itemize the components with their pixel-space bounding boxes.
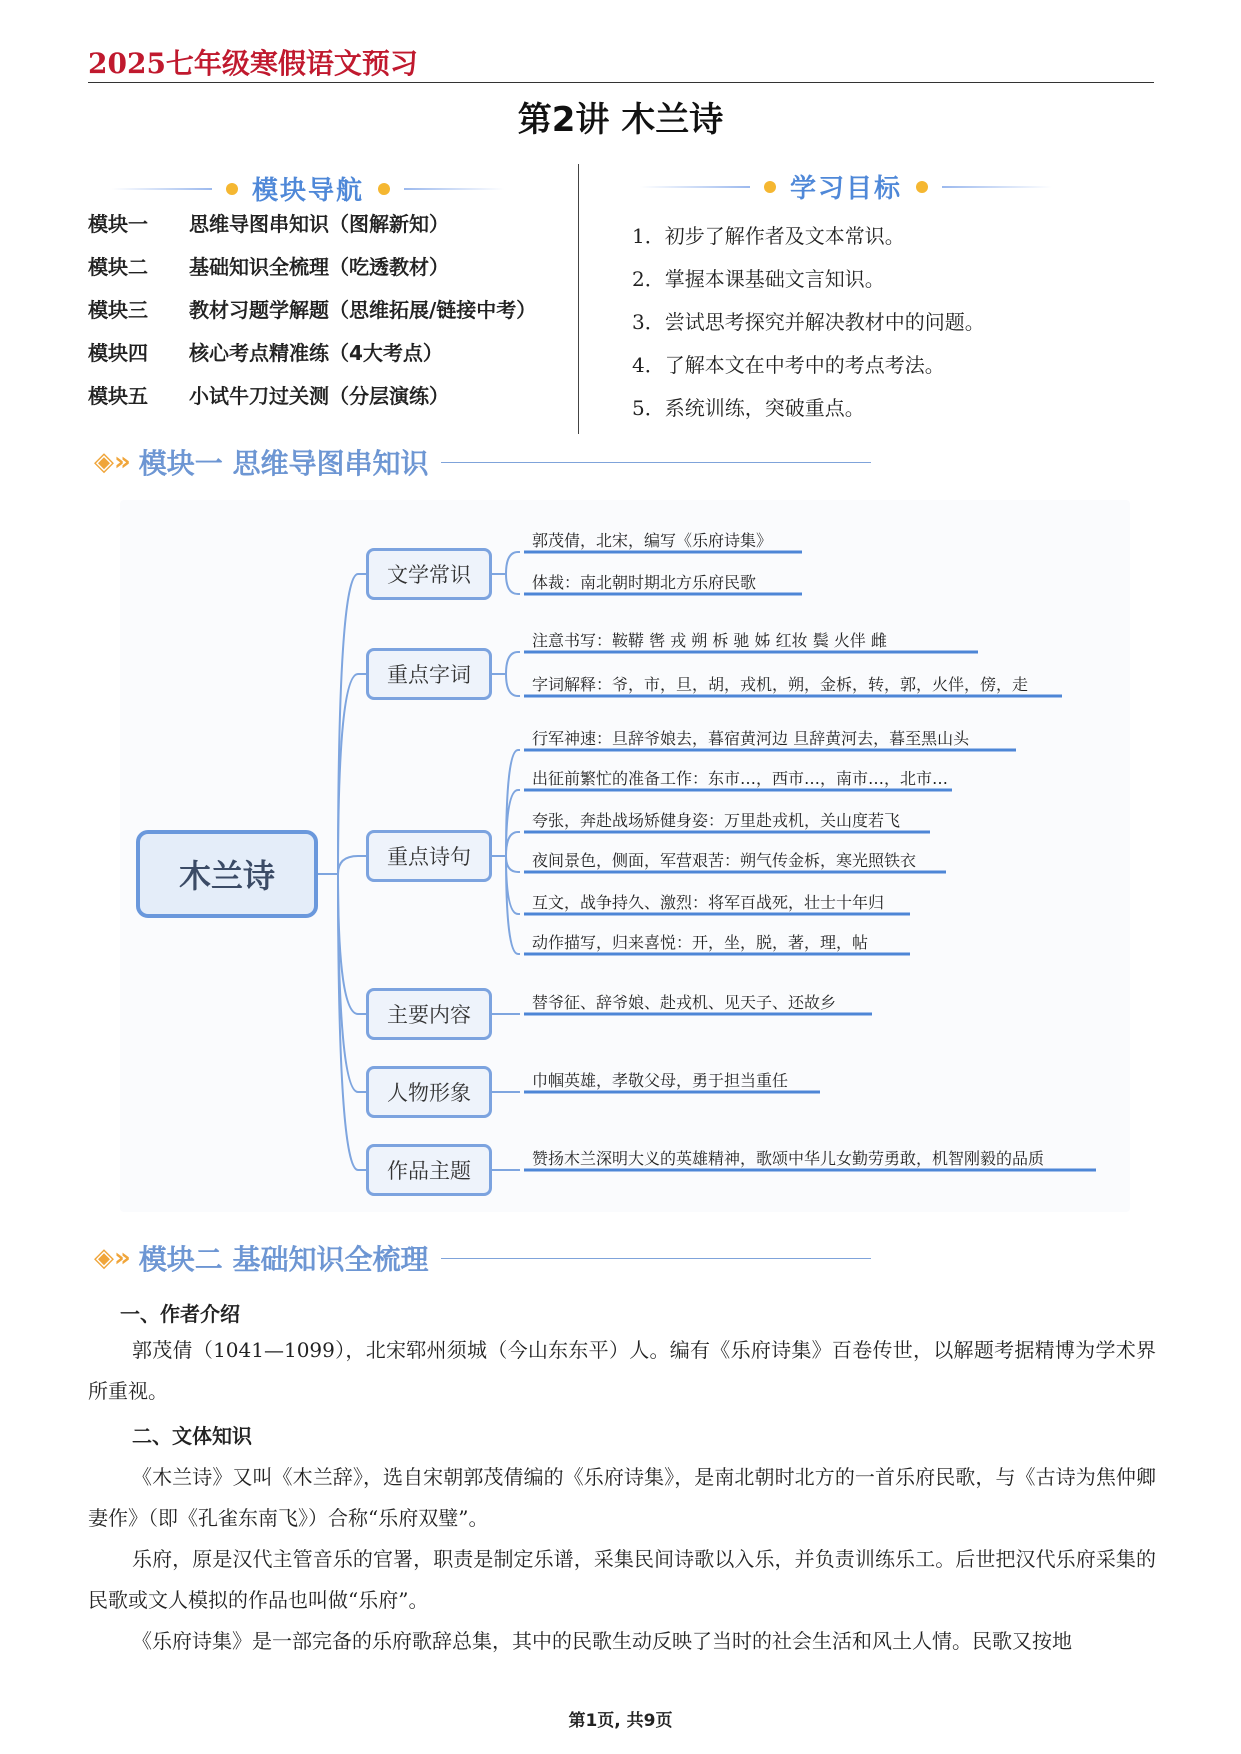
nav-heading-dot-right [378,183,390,195]
module1-heading-text: 模块一 思维导图串知识 [138,447,429,480]
leaf-text: 替爷征、辞爷娘、赴戎机、见天子、还故乡 [532,993,837,1012]
branch-theme: 作品主题 [366,1144,492,1196]
section-author-title: 一、作者介绍 [120,1302,240,1326]
leaf-text: 动作描写，归来喜悦：开，坐，脱，著，理，帖 [532,933,869,952]
module1-heading [94,442,871,482]
goal-item: 2．掌握本课基础文言知识。 [632,267,885,291]
module-nav-list [88,208,536,423]
learning-goals-list [632,220,985,435]
nav-heading-dot-left [226,183,238,195]
leaf-text: 巾帼英雄，孝敬父母，勇于担当重任 [532,1071,789,1090]
mind-map-root: 木兰诗 [136,830,318,918]
goal-item: 3．尝试思考探究并解决教材中的问题。 [632,310,985,334]
mind-map [120,500,1130,1212]
branch-main-content: 主要内容 [366,988,492,1040]
nav-item-value: 教材习题学解题（思维拓展/链接中考） [189,298,537,322]
nav-item [88,251,536,294]
leaf-text: 出征前繁忙的准备工作：东市…，西市…，南市…，北市… [532,769,949,788]
section-genre-title: 二、文体知识 [132,1424,252,1448]
goal-item: 4．了解本文在中考中的考点考法。 [632,353,945,377]
nav-item-key: 模块五 [88,384,148,408]
goals-heading-line-right [942,186,1052,188]
nav-item-value: 小试牛刀过关测（分层演练） [189,384,449,408]
connector-branch-5 [338,874,366,1092]
module2-heading-text: 模块二 基础知识全梳理 [138,1243,429,1276]
nav-item [88,208,536,251]
nav-item-key: 模块二 [88,255,148,279]
goals-heading-text: 学习目标 [790,174,903,204]
nav-item-key: 模块三 [88,298,148,322]
module1-heading-rule [441,462,871,463]
goals-heading [640,168,1052,205]
author-paragraph: 郭茂倩（1041—1099），北宋郓州须城（今山东东平）人。编有《乐府诗集》百卷传世，以解题考据精博为学术界所重视。 [88,1338,1156,1403]
leaf-text: 注意书写：鞍鞯 辔 戎 朔 柝 驰 姊 红妆 鬓 火伴 雌 [532,631,887,650]
double-chevron-icon: ◈» [94,1243,131,1273]
connector-leaves-3 [492,750,520,954]
goal-item: 5．系统训练，突破重点。 [632,396,865,420]
nav-item [88,380,536,423]
nav-heading-text: 模块导航 [252,176,365,206]
leaf-text: 行军神速：旦辞爷娘去，暮宿黄河边 旦辞黄河去，暮至黑山头 [532,729,970,748]
leaf-text: 互文，战争持久、激烈：将军百战死，壮士十年归 [532,893,885,912]
nav-item-value: 基础知识全梳理（吃透教材） [189,255,449,279]
column-divider [578,164,579,434]
connector-branch-2 [338,674,366,874]
connector-leaves-1 [492,552,520,594]
connector-branch-1 [318,574,366,874]
branch-key-lines: 重点诗句 [366,830,492,882]
goals-heading-dot-right [916,181,928,193]
document-header-title: 2025七年级寒假语文预习 [88,47,418,80]
page-footer: 第1页, 共9页 [568,1711,673,1731]
leaf-text: 郭茂倩，北宋，编写《乐府诗集》 [532,531,773,550]
genre-paragraph-3: 《乐府诗集》是一部完备的乐府歌辞总集，其中的民歌生动反映了当时的社会生活和风土人情。民歌又按地 [132,1629,1072,1653]
leaf-text: 字词解释：爷，市，旦，胡，戎机，朔，金柝，转，郭，火伴，傍，走 [532,675,1029,694]
branch-literary-knowledge: 文学常识 [366,548,492,600]
connector-branch-4 [338,874,366,1014]
module2-heading-rule [441,1258,871,1259]
nav-item-key: 模块一 [88,212,148,236]
nav-heading-line-right [404,188,504,190]
genre-paragraph-2: 乐府，原是汉代主管音乐的官署，职责是制定乐谱，采集民间诗歌以入乐，并负责训练乐工。后世把汉代乐府采集的民歌或文人模拟的作品也叫做“乐府”。 [88,1547,1156,1612]
connector-branch-3 [338,856,366,874]
goals-heading-line-left [640,186,750,188]
genre-paragraph-1: 《木兰诗》又叫《木兰辞》，选自宋朝郭茂倩编的《乐府诗集》，是南北朝时北方的一首乐府民歌，与《古诗为焦仲卿妻作》（即《孔雀东南飞》）合称“乐府双璧”。 [88,1465,1156,1530]
header-divider [88,82,1154,83]
lecture-title: 第2讲 木兰诗 [517,100,724,140]
goals-heading-dot-left [764,181,776,193]
nav-item [88,337,536,380]
branch-character-image: 人物形象 [366,1066,492,1118]
nav-item-key: 模块四 [88,341,148,365]
nav-item-value: 思维导图串知识（图解新知） [189,212,449,236]
nav-heading [112,170,504,207]
branch-key-words: 重点字词 [366,648,492,700]
leaf-text: 体裁：南北朝时期北方乐府民歌 [532,573,757,592]
nav-heading-line-left [112,188,212,190]
leaf-text: 夸张，奔赴战场矫健身姿：万里赴戎机，关山度若飞 [532,811,901,830]
connector-leaves-2 [492,652,520,696]
nav-item [88,294,536,337]
leaf-text: 夜间景色，侧面，军营艰苦：朔气传金柝，寒光照铁衣 [532,851,917,870]
nav-item-value: 核心考点精准练（4大考点） [189,341,443,365]
goal-item: 1．初步了解作者及文本常识。 [632,224,905,248]
module2-heading [94,1238,871,1278]
leaf-text: 赞扬木兰深明大义的英雄精神，歌颂中华儿女勤劳勇敢，机智刚毅的品质 [532,1149,1045,1168]
double-chevron-icon: ◈» [94,447,131,477]
